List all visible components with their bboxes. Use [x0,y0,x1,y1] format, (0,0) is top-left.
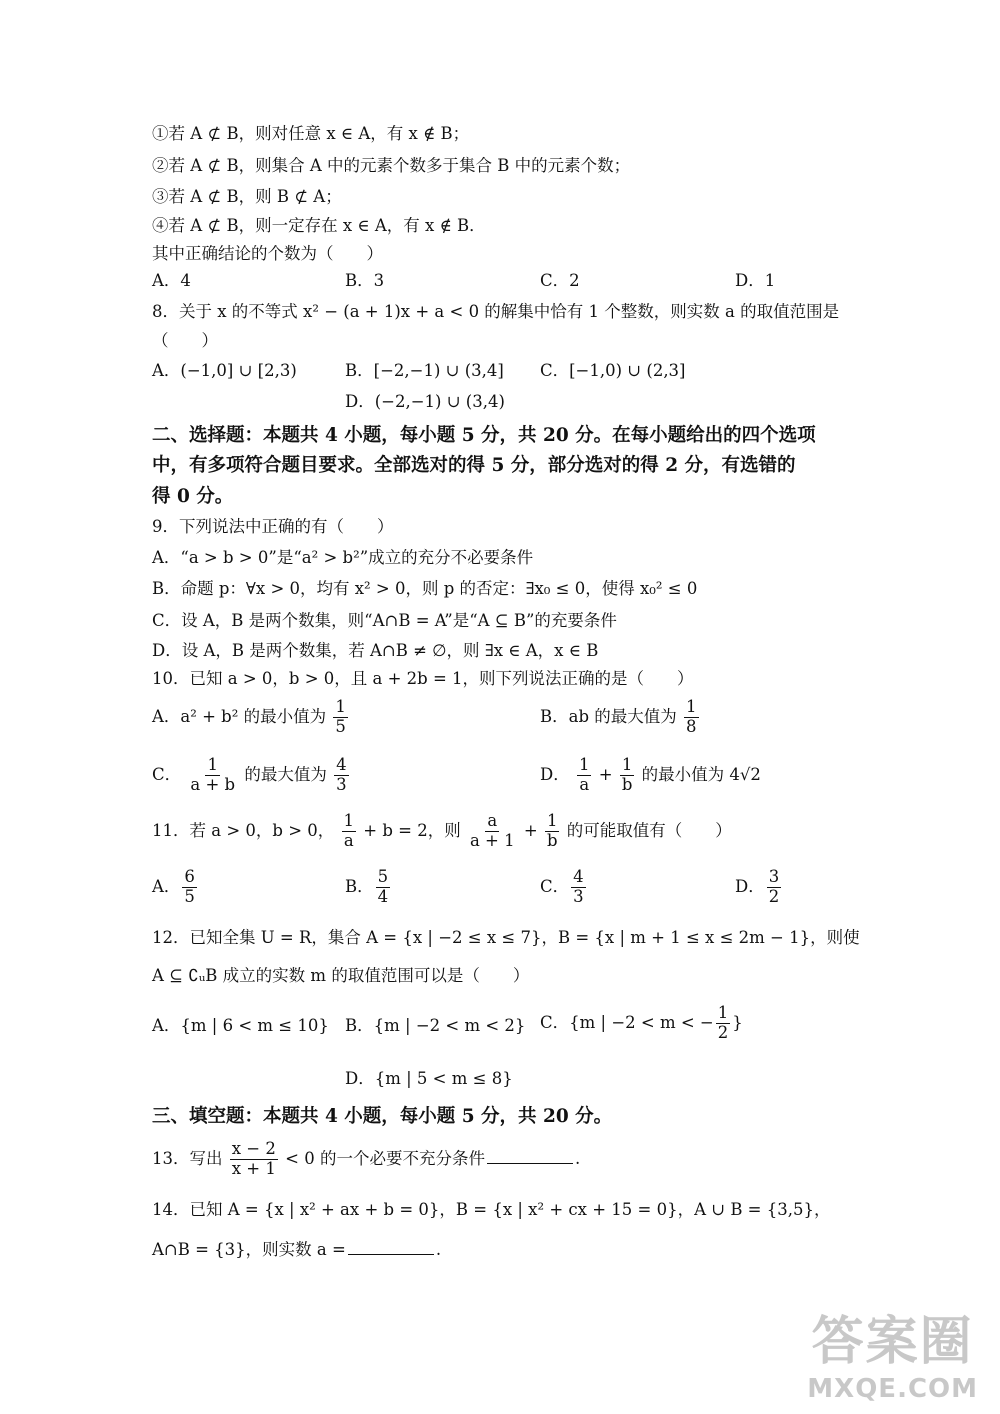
q11-option-d: D． $\frac{3}{2}$ [735,867,780,906]
q11-option-a: A． $\frac{6}{5}$ [152,867,195,906]
q9-option-b: B．命题 p：∀x > 0，均有 x² > 0，则 p 的否定：∃x₀ ≤ 0，使得 x₀² ≤ 0 [152,579,698,598]
section-3-heading: 三、填空题：本题共 4 小题，每小题 5 分，共 20 分。 [152,1106,613,1127]
fraction: $\frac{5}{4}$ [377,867,389,906]
q7-option-a: A．4 [152,271,191,290]
statement-3: ③若 A ⊄ B，则 B ⊄ A； [152,187,342,206]
statement-2: ②若 A ⊄ B，则集合 A 中的元素个数多于集合 B 中的元素个数； [152,156,631,175]
statement-1: ①若 A ⊄ B，则对任意 x ∈ A，有 x ∉ B； [152,124,470,143]
fraction: $\frac{1}{5}$ [335,697,346,736]
q11-option-c: C． $\frac{4}{3}$ [540,867,584,906]
answer-blank[interactable] [487,1147,573,1164]
q10-option-c: C． $\frac{1}{a + b}$ 的最大值为 $\frac{4}{3}$ [152,755,347,794]
fraction: $\frac{1}{b}$ [621,755,633,794]
watermark-logo [807,1299,978,1404]
fraction: $\frac{x - 2}{x + 1}$ [231,1139,276,1178]
q8-paren: （ ） [152,331,218,350]
q12-option-d: D．{m | 5 < m ≤ 8} [345,1069,513,1088]
fraction: $\frac{4}{3}$ [336,755,347,794]
watermark-site: MXQE.COM [807,1374,978,1404]
section-2-heading-line1: 二、选择题：本题共 4 小题，每小题 5 分，共 20 分。在每小题给出的四个选项 [152,425,816,446]
q8-option-c: C．[−1,0) ∪ (2,3] [540,361,686,380]
q7-question: 其中正确结论的个数为（ ） [152,244,383,263]
q8-stem: 8．关于 x 的不等式 x² − (a + 1)x + a < 0 的解集中恰有 1 个整数，则实数 a 的取值范围是 [152,302,840,321]
q9-stem: 9．下列说法中正确的有（ ） [152,517,394,536]
fraction: $\frac{1}{8}$ [686,697,697,736]
q11-option-b: B． $\frac{5}{4}$ [345,867,389,906]
q10-stem: 10．已知 a > 0，b > 0，且 a + 2b = 1，则下列说法正确的是（ ） [152,669,694,688]
fraction: $\frac{1}{a + b}$ [190,755,236,794]
fraction: $\frac{1}{a}$ [578,755,590,794]
answer-blank[interactable] [348,1238,434,1255]
q14-stem-line2: A∩B = {3}，则实数 a = . [152,1240,442,1259]
q11-stem: 11．若 a > 0，b > 0， $\frac{1}{a}$ + b = 2，则 $\frac{a}{a + 1}$ + $\frac{1}{b}$ 的可能取值有（ ） [152,811,732,850]
q12-option-a: A．{m | 6 < m ≤ 10} [152,1016,329,1035]
q10-option-d: D． $\frac{1}{a}$ + $\frac{1}{b}$ 的最小值为 4√2 [540,755,761,794]
fraction: $\frac{3}{2}$ [768,867,780,906]
fraction: $\frac{1}{2}$ [717,1003,729,1042]
section-2-heading-line3: 得 0 分。 [152,486,234,507]
q9-option-c: C．设 A，B 是两个数集，则“A∩B = A”是“A ⊆ B”的充要条件 [152,611,617,630]
q12-stem: 12．已知全集 U = R，集合 A = {x | −2 ≤ x ≤ 7}，B = {x | m + 1 ≤ x ≤ 2m − 1}，则使 [152,928,860,947]
fraction: $\frac{6}{5}$ [184,867,195,906]
q8-option-a: A．(−1,0] ∪ [2,3) [152,361,297,380]
q12-stem-line2: A ⊆ ∁ᵤB 成立的实数 m 的取值范围可以是（ ） [152,966,530,985]
q7-option-b: B．3 [345,271,385,290]
fraction: $\frac{1}{a}$ [343,811,355,850]
q7-option-d: D．1 [735,271,776,290]
q9-option-a: A．“a > b > 0”是“a² > b²”成立的充分不必要条件 [152,548,534,567]
q8-option-b: B．[−2,−1) ∪ (3,4] [345,361,504,380]
q10-option-b: B．ab 的最大值为 $\frac{1}{8}$ [540,697,697,736]
q13-stem: 13．写出 $\frac{x - 2}{x + 1}$ < 0 的一个必要不充分条件 . [152,1139,581,1178]
fraction: $\frac{a}{a + 1}$ [469,811,515,850]
section-2-heading-line2: 中，有多项符合题目要求。全部选对的得 5 分，部分选对的得 2 分，有选错的 [152,455,796,476]
q9-option-d: D．设 A，B 是两个数集，若 A∩B ≠ ∅，则 ∃x ∈ A，x ∈ B [152,641,599,660]
q7-option-c: C．2 [540,271,580,290]
watermark-main: 答案圈 [811,1312,974,1372]
q10-option-a: A．a² + b² 的最小值为 $\frac{1}{5}$ [152,697,346,736]
q14-stem: 14．已知 A = {x | x² + ax + b = 0}，B = {x | x² + cx + 15 = 0}，A ∪ B = {3,5}， [152,1200,831,1219]
fraction: $\frac{4}{3}$ [573,867,584,906]
statement-4: ④若 A ⊄ B，则一定存在 x ∈ A，有 x ∉ B． [152,216,486,235]
fraction: $\frac{1}{b}$ [546,811,558,850]
q12-option-b: B．{m | −2 < m < 2} [345,1016,526,1035]
q8-option-d: D．(−2,−1) ∪ (3,4) [345,392,505,411]
q12-option-c: C．{m | −2 < m < − $\frac{1}{2}$ } [540,1003,743,1042]
